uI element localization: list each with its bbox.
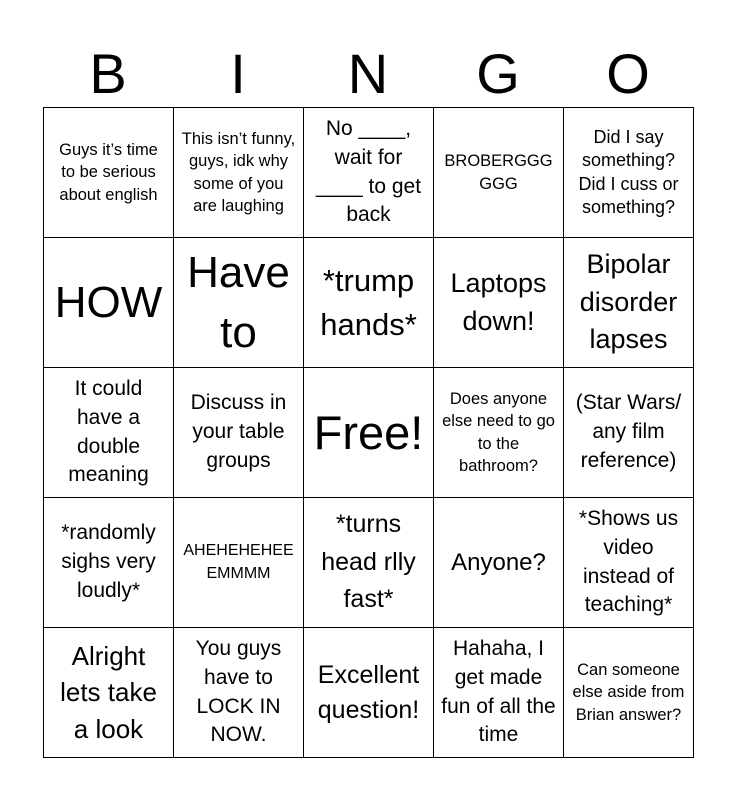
board-row — [44, 108, 694, 238]
bingo-cell[interactable] — [564, 628, 694, 758]
bingo-cell[interactable] — [174, 108, 304, 238]
cell-label: No ____, wait for ____ to get back — [315, 116, 422, 227]
cell-label: Have to — [187, 248, 290, 357]
bingo-cell[interactable] — [44, 238, 174, 368]
bingo-cell[interactable] — [44, 628, 174, 758]
cell-label: Laptops down! — [450, 267, 547, 336]
cell-label: Hahaha, I get made fun of all the time — [441, 636, 556, 747]
cell-label: *trump hands* — [320, 263, 417, 342]
bingo-cell[interactable] — [304, 628, 434, 758]
cell-label: Did I say something? Did I cuss or something? — [578, 126, 679, 217]
bingo-cell[interactable] — [304, 108, 434, 238]
header-letter-o: O — [606, 42, 650, 105]
board-row — [44, 628, 694, 758]
bingo-cell[interactable] — [44, 368, 174, 498]
cell-label: It could have a double meaning — [68, 376, 149, 487]
bingo-cell[interactable] — [174, 628, 304, 758]
bingo-cell[interactable] — [434, 238, 564, 368]
bingo-cell[interactable] — [174, 238, 304, 368]
header-letter-b: B — [89, 42, 127, 105]
free-space-label: Free! — [313, 406, 424, 459]
cell-label: You guys have to LOCK IN NOW. — [195, 636, 282, 747]
bingo-cell[interactable] — [434, 498, 564, 628]
cell-label: AHEHEHEHEEEMMMM — [183, 542, 294, 582]
bingo-cell[interactable] — [304, 498, 434, 628]
bingo-board — [43, 107, 694, 758]
board-row — [44, 498, 694, 628]
bingo-header — [43, 40, 693, 108]
cell-label: Bipolar disorder lapses — [579, 248, 678, 355]
cell-label: Anyone? — [451, 548, 546, 576]
bingo-cell[interactable] — [434, 368, 564, 498]
cell-label: *Shows us video instead of teaching* — [578, 506, 679, 617]
cell-label: Alright lets take a look — [60, 640, 157, 744]
cell-label: *turns head rlly fast* — [321, 510, 416, 614]
bingo-cell[interactable] — [564, 108, 694, 238]
bingo-cell[interactable] — [44, 498, 174, 628]
cell-label: (Star Wars/ any film reference) — [575, 391, 682, 472]
bingo-cell[interactable] — [564, 368, 694, 498]
bingo-cell[interactable] — [564, 238, 694, 368]
bingo-cell[interactable] — [44, 108, 174, 238]
header-letter-g: G — [476, 42, 520, 105]
bingo-cell[interactable] — [174, 498, 304, 628]
cell-label: Does anyone else need to go to the bathroom? — [442, 389, 555, 475]
bingo-cell[interactable] — [564, 498, 694, 628]
board-row — [44, 238, 694, 368]
board-row — [44, 368, 694, 498]
header-letter-n: N — [347, 42, 389, 105]
cell-label: BROBERGGGGGG — [444, 152, 553, 193]
bingo-cell[interactable] — [434, 628, 564, 758]
cell-label: Discuss in your table groups — [190, 391, 287, 472]
free-space-cell[interactable] — [304, 368, 434, 498]
bingo-cell[interactable] — [434, 108, 564, 238]
cell-label: HOW — [54, 277, 163, 327]
cell-label: This isn’t funny, guys, idk why some of you are laughing — [181, 129, 296, 215]
bingo-cell[interactable] — [174, 368, 304, 498]
header-letter-i: I — [230, 42, 246, 105]
cell-label: Excellent question! — [317, 660, 420, 724]
cell-label: Guys it’s time to be serious about english — [59, 141, 158, 204]
cell-label: *randomly sighs very loudly* — [61, 521, 156, 602]
cell-label: Can someone else aside from Brian answer? — [572, 661, 685, 724]
bingo-cell[interactable] — [304, 238, 434, 368]
